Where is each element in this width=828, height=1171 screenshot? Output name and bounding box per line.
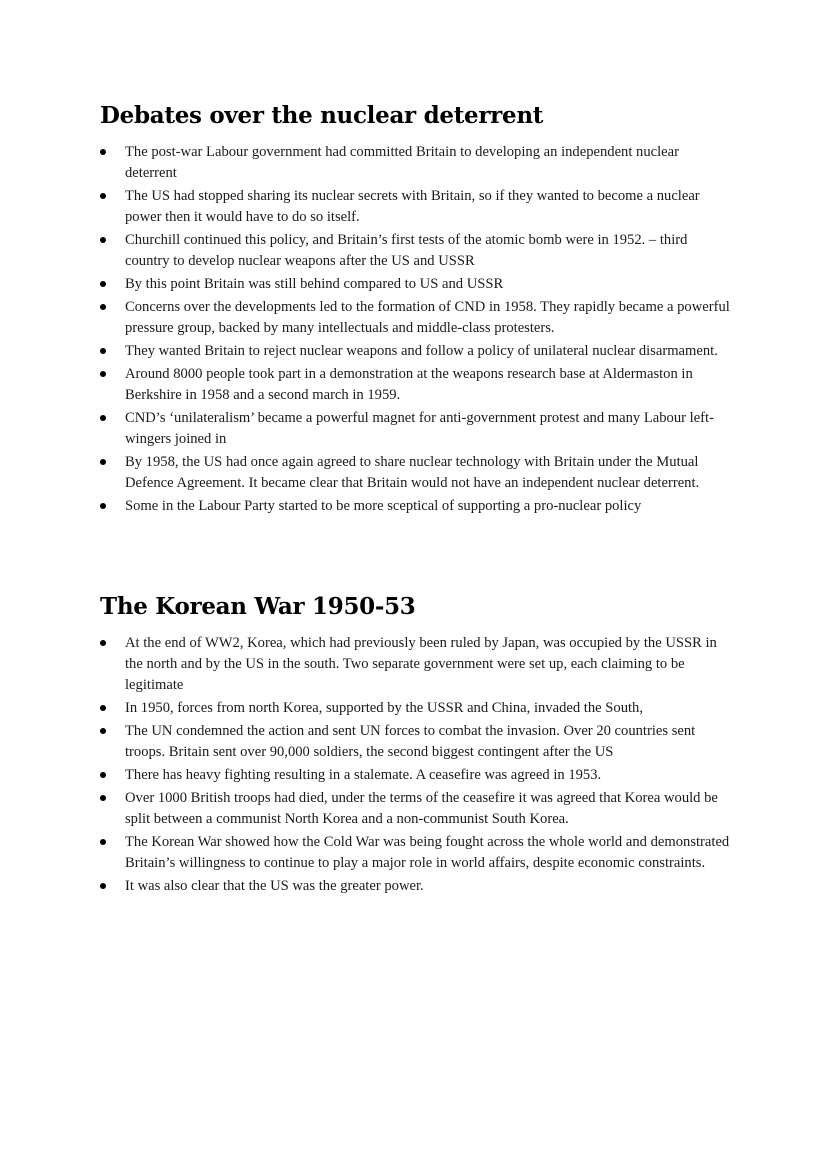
bullet-item [100, 698, 732, 719]
bullet-text: The US had stopped sharing its nuclear secrets with Britain, so if they wanted to become a nuclear power then it would have to do so itself. [125, 188, 700, 225]
bullet-text: The post-war Labour government had committed Britain to developing an independent nuclear deterrent [125, 144, 679, 181]
bullet-item [100, 230, 732, 272]
bullet-text: At the end of WW2, Korea, which had previously been ruled by Japan, was occupied by the USSR in the north and by the US in the south. Two separate government were set up, each claiming to be legitimate [125, 635, 717, 693]
bullet-text: Concerns over the developments led to the formation of CND in 1958. They rapidly became a powerful pressure group, backed by many intellectuals and middle-class protesters. [125, 299, 730, 336]
bullet-item [100, 876, 732, 897]
bullet-icon [100, 772, 106, 778]
bullet-item [100, 765, 732, 786]
bullet-text: It was also clear that the US was the greater power. [125, 878, 424, 894]
bullet-text: They wanted Britain to reject nuclear weapons and follow a policy of unilateral nuclear disarmament. [125, 343, 718, 359]
bullet-text: In 1950, forces from north Korea, supported by the USSR and China, invaded the South, [125, 700, 643, 716]
bullet-icon [100, 728, 106, 734]
bullet-icon [100, 839, 106, 845]
bullet-item [100, 452, 732, 494]
bullet-text: CND’s ‘unilateralism’ became a powerful magnet for anti-government protest and many Labour left-wingers joined in [125, 410, 714, 447]
bullet-icon [100, 415, 106, 421]
bullet-item [100, 364, 732, 406]
bullet-icon [100, 705, 106, 711]
bullet-text: Some in the Labour Party started to be more sceptical of supporting a pro-nuclear policy [125, 498, 642, 514]
section-korean-war [100, 590, 732, 899]
bullet-item [100, 186, 732, 228]
bullet-icon [100, 348, 106, 354]
bullet-icon [100, 503, 106, 509]
bullet-item [100, 496, 732, 517]
bullet-icon [100, 795, 106, 801]
bullet-item [100, 788, 732, 830]
section-heading: Debates over the nuclear deterrent [100, 102, 544, 129]
bullet-item [100, 297, 732, 339]
bullet-list [100, 633, 732, 897]
bullet-item [100, 341, 732, 362]
bullet-text: The UN condemned the action and sent UN forces to combat the invasion. Over 20 countries sent troops. Britain sent over 90,000 soldiers, the second biggest contingent after the US [125, 723, 696, 760]
bullet-text: The Korean War showed how the Cold War was being fought across the whole world and demonstrated Britain’s willingness to continue to play a major role in world affairs, despite economic constraints. [125, 834, 730, 871]
bullet-item [100, 633, 732, 696]
bullet-icon [100, 371, 106, 377]
bullet-icon [100, 281, 106, 287]
bullet-item [100, 832, 732, 874]
bullet-text: By this point Britain was still behind compared to US and USSR [125, 276, 504, 292]
bullet-item [100, 408, 732, 450]
bullet-text: By 1958, the US had once again agreed to share nuclear technology with Britain under the Mutual Defence Agreement. It became clear that Britain would not have an independent nuclear deterrent. [125, 454, 700, 491]
bullet-text: There has heavy fighting resulting in a stalemate. A ceasefire was agreed in 1953. [125, 767, 602, 783]
bullet-list [100, 142, 732, 517]
bullet-icon [100, 304, 106, 310]
bullet-item [100, 721, 732, 763]
bullet-icon [100, 193, 106, 199]
bullet-text: Churchill continued this policy, and Britain’s first tests of the atomic bomb were in 1952. – third country to develop nuclear weapons after the US and USSR [125, 232, 688, 269]
bullet-icon [100, 883, 106, 889]
bullet-item [100, 142, 732, 184]
section-nuclear-deterrent [100, 99, 732, 519]
bullet-icon [100, 149, 106, 155]
bullet-item [100, 274, 732, 295]
section-heading: The Korean War 1950-53 [100, 593, 416, 620]
bullet-icon [100, 640, 106, 646]
bullet-text: Around 8000 people took part in a demonstration at the weapons research base at Aldermaston in Berkshire in 1958 and a second march in 1959. [125, 366, 693, 403]
bullet-icon [100, 459, 106, 465]
bullet-icon [100, 237, 106, 243]
bullet-text: Over 1000 British troops had died, under the terms of the ceasefire it was agreed that Korea would be split between a communist North Korea and a non-communist South Korea. [125, 790, 718, 827]
